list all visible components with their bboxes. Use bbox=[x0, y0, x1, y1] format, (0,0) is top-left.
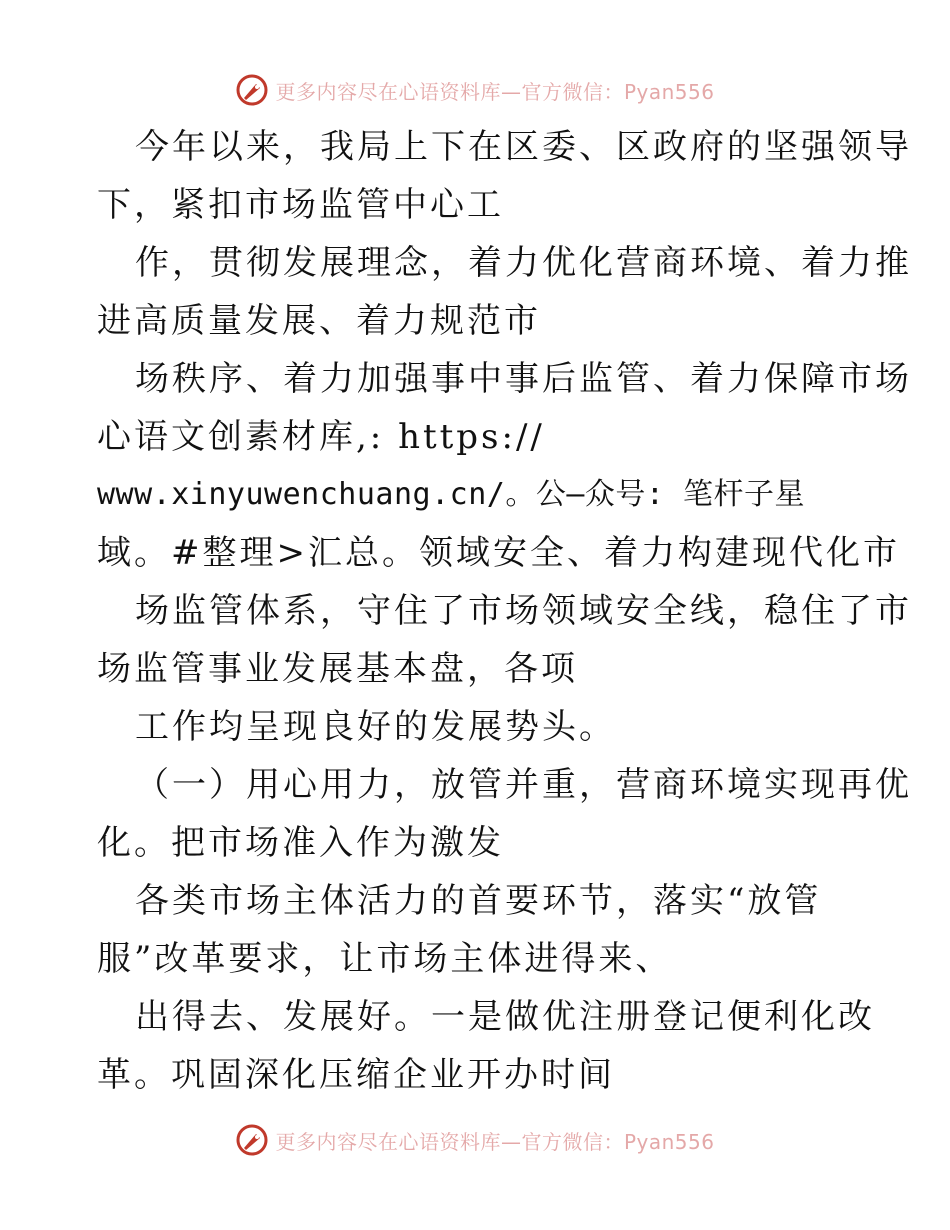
text-line: 服”改革要求，让市场主体进得来、 bbox=[97, 939, 673, 979]
text-line: 各类市场主体活力的首要环节，落实“放管 bbox=[135, 881, 822, 921]
text-line: 出得去、发展好。一是做优注册登记便利化改 bbox=[135, 997, 875, 1037]
text-line: 场监管体系，守住了市场领域安全线，稳住了市 bbox=[135, 591, 912, 631]
text-line: 化。把市场准入作为激发 bbox=[97, 823, 504, 863]
document-body bbox=[97, 118, 912, 1104]
header-watermark-text: 更多内容尽在心语资料库—官方微信：Pyan556 bbox=[275, 79, 715, 104]
text-line: 场秩序、着力加强事中事后监管、着力保障市场 bbox=[135, 359, 912, 399]
text-line: www.xinyuwenchuang.cn/。公—众号: 笔杆子星 bbox=[97, 477, 806, 512]
text-line: 进高质量发展、着力规范市 bbox=[97, 301, 541, 341]
section-heading-line: （一）用心用力，放管并重，营商环境实现再优 bbox=[135, 765, 912, 805]
pen-nib-logo-icon bbox=[235, 73, 269, 107]
text-line: 作，贯彻发展理念，着力优化营商环境、着力推 bbox=[135, 243, 912, 283]
text-line: 心语文创素材库,: https:// bbox=[97, 417, 545, 457]
pen-nib-logo-icon bbox=[235, 1123, 269, 1157]
header-watermark-banner bbox=[0, 70, 950, 110]
footer-watermark-text: 更多内容尽在心语资料库—官方微信：Pyan556 bbox=[275, 1129, 715, 1154]
text-line: 革。巩固深化压缩企业开办时间 bbox=[97, 1055, 615, 1095]
text-line: 域。#整理>汇总。领域安全、着力构建现代化市 bbox=[97, 533, 900, 573]
text-line: 今年以来，我局上下在区委、区政府的坚强领导 bbox=[135, 127, 912, 167]
text-line: 场监管事业发展基本盘，各项 bbox=[97, 649, 578, 689]
footer-watermark-banner bbox=[0, 1120, 950, 1160]
text-line: 工作均呈现良好的发展势头。 bbox=[135, 707, 616, 747]
text-line: 下，紧扣市场监管中心工 bbox=[97, 185, 504, 225]
